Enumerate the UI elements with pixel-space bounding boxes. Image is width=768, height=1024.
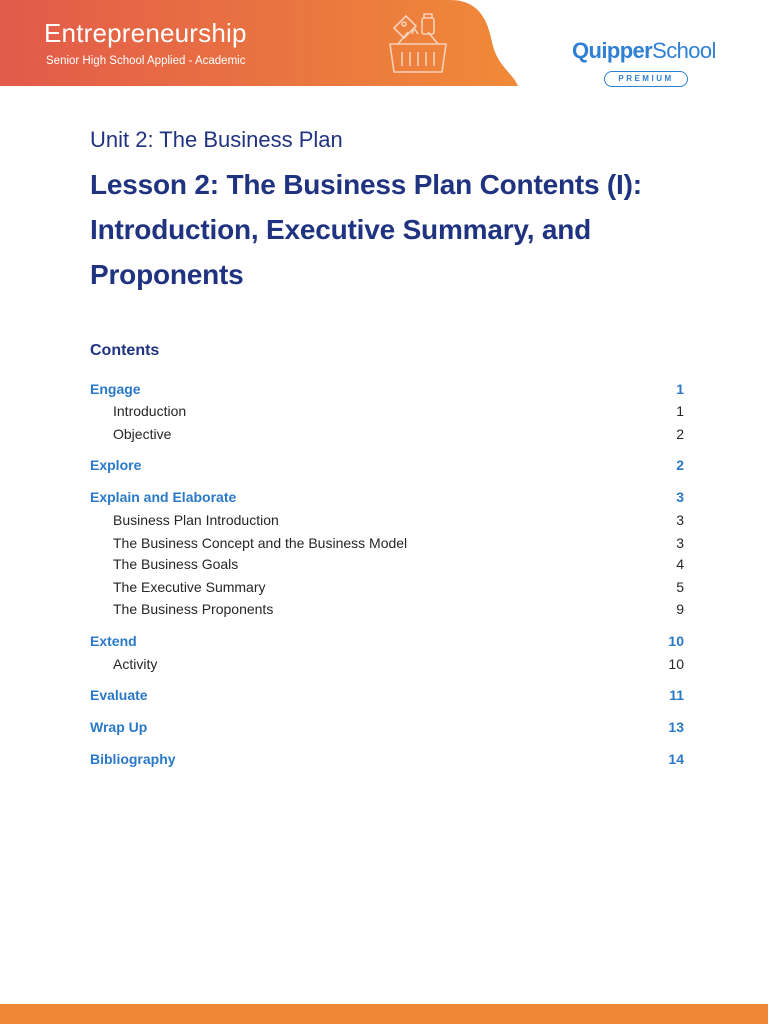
toc-entry[interactable] [90, 631, 684, 651]
toc-entry-page: 10 [668, 656, 684, 672]
toc-entry-page: 14 [668, 751, 684, 767]
toc-entry-page: 4 [676, 556, 684, 572]
toc-entry-page: 3 [676, 535, 684, 551]
toc-entry-label: Business Plan Introduction [113, 512, 279, 528]
toc-entry-page: 3 [676, 512, 684, 528]
toc-entry[interactable] [90, 554, 684, 574]
toc-entry-page: 5 [676, 579, 684, 595]
footer-band [0, 1004, 768, 1024]
toc-entry-page: 2 [676, 457, 684, 473]
toc-entry[interactable] [90, 379, 684, 399]
lesson-title [90, 162, 690, 297]
premium-badge: PREMIUM [604, 71, 688, 87]
toc-entry-page: 1 [676, 381, 684, 397]
toc-entry[interactable] [90, 654, 684, 674]
toc-entry-page: 3 [676, 489, 684, 505]
toc-entry-label: The Business Concept and the Business Model [113, 535, 408, 551]
brand-name-light: School [652, 38, 716, 63]
toc-entry-label: Activity [113, 656, 158, 672]
toc-entry-label: The Business Proponents [113, 601, 274, 617]
toc-entry-label: The Executive Summary [113, 579, 266, 595]
toc-entry[interactable] [90, 685, 684, 705]
unit-title: Unit 2: The Business Plan [90, 127, 343, 152]
toc-entry[interactable] [90, 717, 684, 737]
toc-entry-page: 10 [668, 633, 684, 649]
lesson-title-line: Proponents [90, 259, 244, 290]
toc-entry-label: Wrap Up [90, 719, 148, 735]
toc-entry-label: Introduction [113, 403, 187, 419]
toc-entry-page: 13 [668, 719, 684, 735]
toc-entry[interactable] [90, 455, 684, 475]
toc-entry-label: Objective [113, 426, 172, 442]
toc-entry-page: 2 [676, 426, 684, 442]
toc-entry-label: Explore [90, 457, 142, 473]
toc-entry-label: Evaluate [90, 687, 148, 703]
brand-logo [572, 38, 716, 64]
toc-entry-label: The Business Goals [113, 556, 239, 572]
toc-entry[interactable] [90, 510, 684, 530]
toc-entry[interactable] [90, 599, 684, 619]
brand-name-bold: Quipper [572, 38, 653, 63]
toc-entry-page: 11 [669, 687, 684, 703]
toc-entry-label: Engage [90, 381, 141, 397]
toc-entry-label: Bibliography [90, 751, 176, 767]
toc-entry[interactable] [90, 401, 684, 421]
toc-entry[interactable] [90, 577, 684, 597]
toc-entry-page: 1 [676, 403, 684, 419]
lesson-title-line: Introduction, Executive Summary, and [90, 214, 592, 245]
toc-entry[interactable] [90, 533, 684, 553]
shopping-basket-icon [386, 10, 450, 78]
toc-entry[interactable] [90, 749, 684, 769]
contents-heading: Contents [90, 342, 160, 359]
toc-entry-label: Extend [90, 633, 137, 649]
toc-entry[interactable] [90, 424, 684, 444]
toc-entry[interactable] [90, 487, 684, 507]
toc-entry-label: Explain and Elaborate [90, 489, 237, 505]
subject-subtitle: Senior High School Applied - Academic [46, 55, 246, 67]
toc-entry-page: 9 [676, 601, 684, 617]
lesson-title-line: Lesson 2: The Business Plan Contents (I): [90, 169, 642, 200]
subject-title: Entrepreneurship [44, 18, 247, 48]
